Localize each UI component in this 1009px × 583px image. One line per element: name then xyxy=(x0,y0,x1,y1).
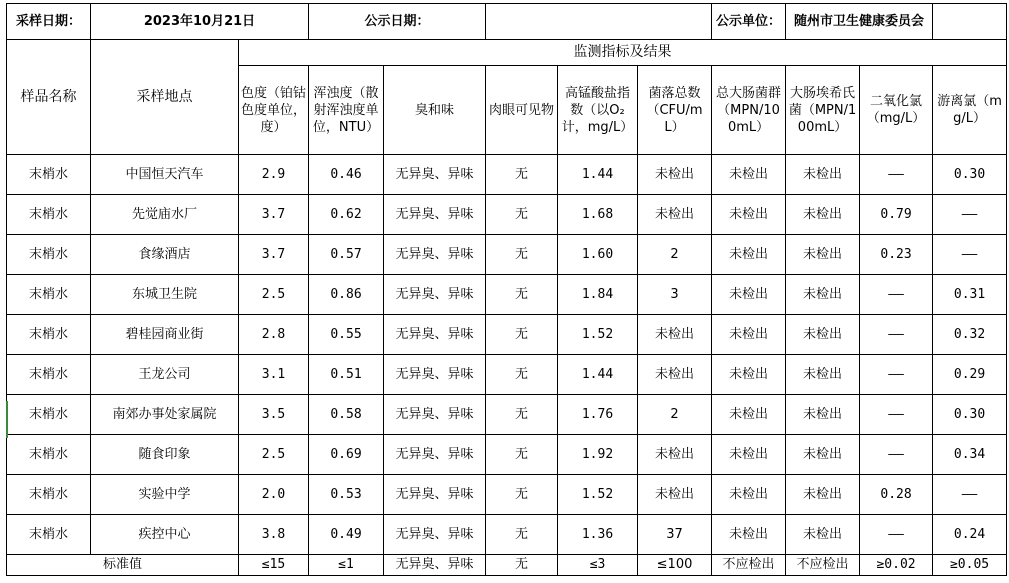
total-coliforms-cell[interactable]: 未检出 xyxy=(712,475,786,515)
permanganate-index-cell[interactable]: 1.84 xyxy=(558,275,638,315)
selection-edge xyxy=(6,401,8,438)
column-header-permanganate-index[interactable] xyxy=(558,66,638,155)
table-row xyxy=(7,315,1007,355)
total-coliforms-cell[interactable]: 未检出 xyxy=(712,155,786,195)
standard-visible-matter-cell[interactable]: 无 xyxy=(486,555,558,576)
odor-taste-cell[interactable]: 无异臭、异味 xyxy=(384,475,486,515)
colony-count-cell[interactable]: 未检出 xyxy=(638,355,712,395)
column-header-free-chlorine[interactable] xyxy=(933,66,1007,155)
location-cell[interactable]: 食缘酒店 xyxy=(91,235,239,275)
location-cell[interactable]: 碧桂园商业街 xyxy=(91,315,239,355)
permanganate-index-cell[interactable]: 1.44 xyxy=(558,355,638,395)
sample-name-cell[interactable]: 末梢水 xyxy=(7,235,91,275)
chroma-cell[interactable]: 3.8 xyxy=(239,515,309,555)
odor-taste-cell[interactable]: 无异臭、异味 xyxy=(384,315,486,355)
table-row xyxy=(7,355,1007,395)
table-row xyxy=(7,235,1007,275)
turbidity-cell[interactable]: 0.57 xyxy=(309,235,384,275)
total-coliforms-cell[interactable]: 未检出 xyxy=(712,195,786,235)
permanganate-index-cell[interactable]: 1.76 xyxy=(558,395,638,435)
chroma-cell[interactable]: 2.9 xyxy=(239,155,309,195)
sample-date-value[interactable]: 2023年10月21日 xyxy=(91,4,309,40)
turbidity-cell[interactable]: 0.49 xyxy=(309,515,384,555)
permanganate-index-cell[interactable]: 1.68 xyxy=(558,195,638,235)
sample-name-cell[interactable]: 末梢水 xyxy=(7,395,91,435)
free-chlorine-cell[interactable]: 0.29 xyxy=(933,355,1007,395)
location-cell[interactable]: 实验中学 xyxy=(91,475,239,515)
turbidity-cell[interactable]: 0.69 xyxy=(309,435,384,475)
column-header-total-coliforms[interactable] xyxy=(712,66,786,155)
location-header[interactable]: 采样地点 xyxy=(91,40,239,155)
sample-name-cell[interactable]: 末梢水 xyxy=(7,475,91,515)
chroma-cell[interactable]: 2.5 xyxy=(239,275,309,315)
location-cell[interactable]: 中国恒天汽车 xyxy=(91,155,239,195)
column-header-odor-taste[interactable] xyxy=(384,66,486,155)
publish-unit-label: 公示单位： xyxy=(712,4,786,40)
free-chlorine-cell[interactable]: —— xyxy=(933,195,1007,235)
chroma-cell[interactable]: 2.8 xyxy=(239,315,309,355)
colony-count-cell[interactable]: 未检出 xyxy=(638,475,712,515)
e-coli-cell[interactable]: 未检出 xyxy=(786,275,860,315)
chlorine-dioxide-cell[interactable]: —— xyxy=(860,155,933,195)
odor-taste-cell[interactable]: 无异臭、异味 xyxy=(384,235,486,275)
table-row xyxy=(7,515,1007,555)
sample-name-cell[interactable]: 末梢水 xyxy=(7,435,91,475)
column-header-text: 高锰酸盐指数（以O₂计，mg/L） xyxy=(561,85,634,135)
column-header-text: 大肠埃希氏菌（MPN/100mL） xyxy=(788,85,857,135)
table-row xyxy=(7,195,1007,235)
free-chlorine-cell[interactable]: 0.30 xyxy=(933,395,1007,435)
chlorine-dioxide-cell[interactable]: —— xyxy=(860,515,933,555)
column-header-text: 色度（铂钴色度单位，度） xyxy=(241,85,307,135)
free-chlorine-cell[interactable]: —— xyxy=(933,235,1007,275)
standard-free-chlorine-cell[interactable]: ≥0.05 xyxy=(933,555,1007,576)
visible-matter-cell[interactable]: 无 xyxy=(486,475,558,515)
sample-name-header[interactable]: 样品名称 xyxy=(7,40,91,155)
standard-total-coliforms-cell[interactable]: 不应检出 xyxy=(712,555,786,576)
chlorine-dioxide-cell[interactable]: —— xyxy=(860,435,933,475)
table-body xyxy=(7,4,1007,576)
free-chlorine-cell[interactable]: 0.31 xyxy=(933,275,1007,315)
standard-colony-count-cell[interactable]: ≤100 xyxy=(638,555,712,576)
permanganate-index-cell[interactable]: 1.60 xyxy=(558,235,638,275)
chroma-cell[interactable]: 2.5 xyxy=(239,435,309,475)
colony-count-cell[interactable]: 未检出 xyxy=(638,315,712,355)
publish-date-label: 公示日期： xyxy=(309,4,486,40)
table-row xyxy=(7,155,1007,195)
group-header-row xyxy=(7,40,1007,66)
visible-matter-cell[interactable]: 无 xyxy=(486,155,558,195)
odor-taste-cell[interactable]: 无异臭、异味 xyxy=(384,195,486,235)
turbidity-cell[interactable]: 0.55 xyxy=(309,315,384,355)
table-row xyxy=(7,275,1007,315)
e-coli-cell[interactable]: 未检出 xyxy=(786,155,860,195)
colony-count-cell[interactable]: 37 xyxy=(638,515,712,555)
total-coliforms-cell[interactable]: 未检出 xyxy=(712,315,786,355)
location-cell[interactable]: 先觉庙水厂 xyxy=(91,195,239,235)
e-coli-cell[interactable]: 未检出 xyxy=(786,315,860,355)
column-header-text: 二氧化氯（mg/L） xyxy=(866,94,926,126)
location-cell[interactable]: 王龙公司 xyxy=(91,355,239,395)
column-header-text: 总大肠菌群（MPN/100mL） xyxy=(716,85,782,135)
table-row xyxy=(7,435,1007,475)
table-row xyxy=(7,475,1007,515)
meta-row xyxy=(7,4,1007,40)
visible-matter-cell[interactable]: 无 xyxy=(486,435,558,475)
sample-name-cell[interactable]: 末梢水 xyxy=(7,195,91,235)
location-cell[interactable]: 东城卫生院 xyxy=(91,275,239,315)
e-coli-cell[interactable]: 未检出 xyxy=(786,475,860,515)
chroma-cell[interactable]: 3.5 xyxy=(239,395,309,435)
odor-taste-cell[interactable]: 无异臭、异味 xyxy=(384,275,486,315)
visible-matter-cell[interactable]: 无 xyxy=(486,395,558,435)
turbidity-cell[interactable]: 0.62 xyxy=(309,195,384,235)
standard-permanganate-index-cell[interactable]: ≤3 xyxy=(558,555,638,576)
column-header-text: 肉眼可见物 xyxy=(489,102,555,118)
standard-e-coli-cell[interactable]: 不应检出 xyxy=(786,555,860,576)
chlorine-dioxide-cell[interactable]: —— xyxy=(860,315,933,355)
total-coliforms-cell[interactable]: 未检出 xyxy=(712,435,786,475)
chroma-cell[interactable]: 3.7 xyxy=(239,235,309,275)
permanganate-index-cell[interactable]: 1.92 xyxy=(558,435,638,475)
e-coli-cell[interactable]: 未检出 xyxy=(786,435,860,475)
water-quality-table xyxy=(6,3,1007,576)
table-row xyxy=(7,395,1007,435)
total-coliforms-cell[interactable]: 未检出 xyxy=(712,395,786,435)
total-coliforms-cell[interactable]: 未检出 xyxy=(712,275,786,315)
free-chlorine-cell[interactable]: 0.32 xyxy=(933,315,1007,355)
visible-matter-cell[interactable]: 无 xyxy=(486,315,558,355)
column-header-text: 浑浊度（散射浑浊度单位，NTU） xyxy=(312,85,380,135)
total-coliforms-cell[interactable]: 未检出 xyxy=(712,515,786,555)
permanganate-index-cell[interactable]: 1.44 xyxy=(558,155,638,195)
sample-name-cell[interactable]: 末梢水 xyxy=(7,155,91,195)
colony-count-cell[interactable]: 未检出 xyxy=(638,435,712,475)
total-coliforms-cell[interactable]: 未检出 xyxy=(712,355,786,395)
colony-count-cell[interactable]: 3 xyxy=(638,275,712,315)
chlorine-dioxide-cell[interactable]: 0.23 xyxy=(860,235,933,275)
sample-name-cell[interactable]: 末梢水 xyxy=(7,355,91,395)
turbidity-cell[interactable]: 0.46 xyxy=(309,155,384,195)
column-header-text: 臭和味 xyxy=(415,102,455,118)
location-cell[interactable]: 随食印象 xyxy=(91,435,239,475)
turbidity-cell[interactable]: 0.53 xyxy=(309,475,384,515)
turbidity-cell[interactable]: 0.51 xyxy=(309,355,384,395)
visible-matter-cell[interactable]: 无 xyxy=(486,195,558,235)
chroma-cell[interactable]: 3.1 xyxy=(239,355,309,395)
column-header-e-coli[interactable] xyxy=(786,66,860,155)
location-cell[interactable]: 疾控中心 xyxy=(91,515,239,555)
odor-taste-cell[interactable]: 无异臭、异味 xyxy=(384,435,486,475)
column-header-chroma[interactable] xyxy=(239,66,309,155)
column-header-text: 菌落总数（CFU/mL） xyxy=(646,85,703,135)
standard-chlorine-dioxide-cell[interactable]: ≥0.02 xyxy=(860,555,933,576)
colony-count-cell[interactable]: 2 xyxy=(638,395,712,435)
permanganate-index-cell[interactable]: 1.52 xyxy=(558,315,638,355)
colony-count-cell[interactable]: 未检出 xyxy=(638,195,712,235)
odor-taste-cell[interactable]: 无异臭、异味 xyxy=(384,395,486,435)
indicators-group-header[interactable]: 监测指标及结果 xyxy=(239,40,1007,66)
standard-odor-taste-cell[interactable]: 无异臭、异味 xyxy=(384,555,486,576)
sample-name-cell[interactable]: 末梢水 xyxy=(7,315,91,355)
odor-taste-cell[interactable]: 无异臭、异味 xyxy=(384,355,486,395)
free-chlorine-cell[interactable]: 0.24 xyxy=(933,515,1007,555)
column-header-colony-count[interactable] xyxy=(638,66,712,155)
column-header-chlorine-dioxide[interactable] xyxy=(860,66,933,155)
e-coli-cell[interactable]: 未检出 xyxy=(786,355,860,395)
column-header-text: 游离氯（mg/L） xyxy=(937,94,1002,126)
permanganate-index-cell[interactable]: 1.52 xyxy=(558,475,638,515)
visible-matter-cell[interactable]: 无 xyxy=(486,275,558,315)
free-chlorine-cell[interactable]: 0.30 xyxy=(933,155,1007,195)
colony-count-cell[interactable]: 2 xyxy=(638,235,712,275)
sample-date-label: 采样日期： xyxy=(7,4,91,40)
chlorine-dioxide-cell[interactable]: 0.28 xyxy=(860,475,933,515)
standard-row xyxy=(7,555,1007,576)
visible-matter-cell[interactable]: 无 xyxy=(486,235,558,275)
free-chlorine-cell[interactable]: 0.34 xyxy=(933,435,1007,475)
visible-matter-cell[interactable]: 无 xyxy=(486,515,558,555)
e-coli-cell[interactable]: 未检出 xyxy=(786,515,860,555)
total-coliforms-cell[interactable]: 未检出 xyxy=(712,235,786,275)
colony-count-cell[interactable]: 未检出 xyxy=(638,155,712,195)
standard-turbidity-cell[interactable]: ≤1 xyxy=(309,555,384,576)
chlorine-dioxide-cell[interactable]: 0.79 xyxy=(860,195,933,235)
sample-name-cell[interactable]: 末梢水 xyxy=(7,275,91,315)
chlorine-dioxide-cell[interactable]: —— xyxy=(860,355,933,395)
e-coli-cell[interactable]: 未检出 xyxy=(786,195,860,235)
chlorine-dioxide-cell[interactable]: —— xyxy=(860,275,933,315)
publish-date-value[interactable] xyxy=(486,4,712,40)
e-coli-cell[interactable]: 未检出 xyxy=(786,235,860,275)
empty-cell[interactable] xyxy=(933,4,1007,40)
chlorine-dioxide-cell[interactable]: —— xyxy=(860,395,933,435)
chroma-cell[interactable]: 2.0 xyxy=(239,475,309,515)
e-coli-cell[interactable]: 未检出 xyxy=(786,395,860,435)
standard-label-cell[interactable]: 标准值 xyxy=(7,555,239,576)
chroma-cell[interactable]: 3.7 xyxy=(239,195,309,235)
odor-taste-cell[interactable]: 无异臭、异味 xyxy=(384,515,486,555)
location-cell[interactable]: 南郊办事处家属院 xyxy=(91,395,239,435)
odor-taste-cell[interactable]: 无异臭、异味 xyxy=(384,155,486,195)
standard-chroma-cell[interactable]: ≤15 xyxy=(239,555,309,576)
visible-matter-cell[interactable]: 无 xyxy=(486,355,558,395)
sample-name-cell[interactable]: 末梢水 xyxy=(7,515,91,555)
permanganate-index-cell[interactable]: 1.36 xyxy=(558,515,638,555)
turbidity-cell[interactable]: 0.86 xyxy=(309,275,384,315)
free-chlorine-cell[interactable]: —— xyxy=(933,475,1007,515)
turbidity-cell[interactable]: 0.58 xyxy=(309,395,384,435)
column-header-visible-matter[interactable] xyxy=(486,66,558,155)
column-header-turbidity[interactable] xyxy=(309,66,384,155)
publish-unit-value[interactable]: 随州市卫生健康委员会 xyxy=(786,4,933,40)
